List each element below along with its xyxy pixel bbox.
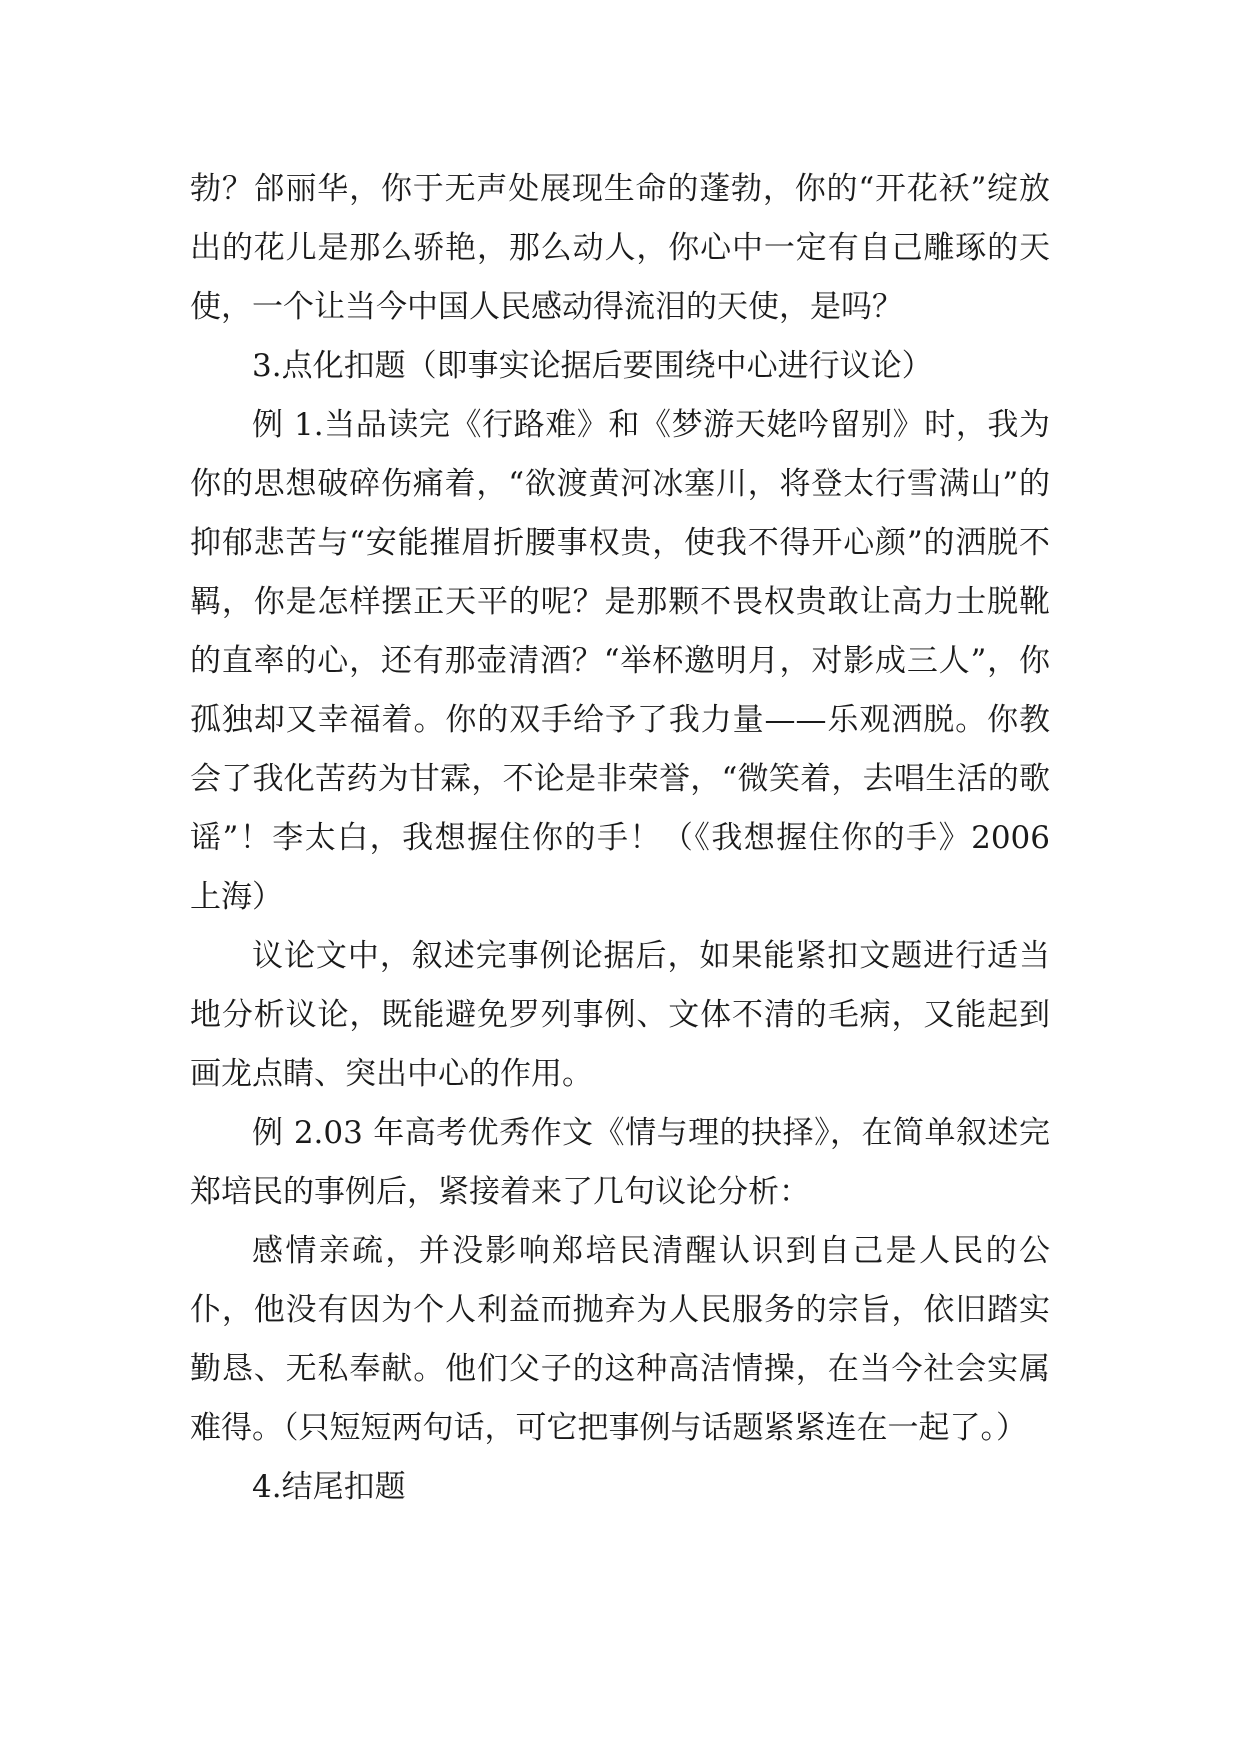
paragraph-continuation: 勃？郃丽华，你于无声处展现生命的蓬勃，你的“开花袄”绽放出的花儿是那么骄艳，那么动人，你心中一定有自己雕琢的天使，一个让当今中国人民感动得流泪的天使，是吗？ [190,171,1050,325]
quoted-analysis-paragraph: 感情亲疏，并没影响郑培民清醒认识到自己是人民的公仆，他没有因为个人利益而抛弃为人民服务的宗旨，依旧踏实勤恳、无私奉献。他们父子的这种高洁情操，在当今社会实属难得。（只短短两句话，可它把事例与话题紧紧连在一起了。） [190,1233,1050,1446]
discussion-paragraph: 议论文中，叙述完事例论据后，如果能紧扣文题进行适当地分析议论，既能避免罗列事例、文体不清的毛病，又能起到画龙点睛、突出中心的作用。 [190,938,1050,1092]
document-body [190,160,1050,1517]
section-heading-3: 3.点化扣题（即事实论据后要围绕中心进行议论） [252,348,933,384]
example-1-paragraph: 例 1.当品读完《行路难》和《梦游天姥吟留别》时，我为你的思想破碎伤痛着，“欲渡黄河冰塞川，将登太行雪满山”的抑郁悲苦与“安能摧眉折腰事权贵，使我不得开心颜”的洒脱不羁，你是怎样摆正天平的呢？是那颗不畏权贵敢让高力士脱靴的直率的心，还有那壶清酒？“举杯邀明月，对影成三人”，你孤独却又幸福着。你的双手给予了我力量——乐观洒脱。你教会了我化苦药为甘霖，不论是非荣誉，“微笑着，去唱生活的歌谣”！李太白，我想握住你的手！（《我想握住你的手》2006 上海） [190,407,1050,915]
section-heading-4: 4.结尾扣题 [252,1469,406,1505]
example-2-paragraph: 例 2.03 年高考优秀作文《情与理的抉择》，在简单叙述完郑培民的事例后，紧接着来了几句议论分析： [190,1115,1050,1210]
